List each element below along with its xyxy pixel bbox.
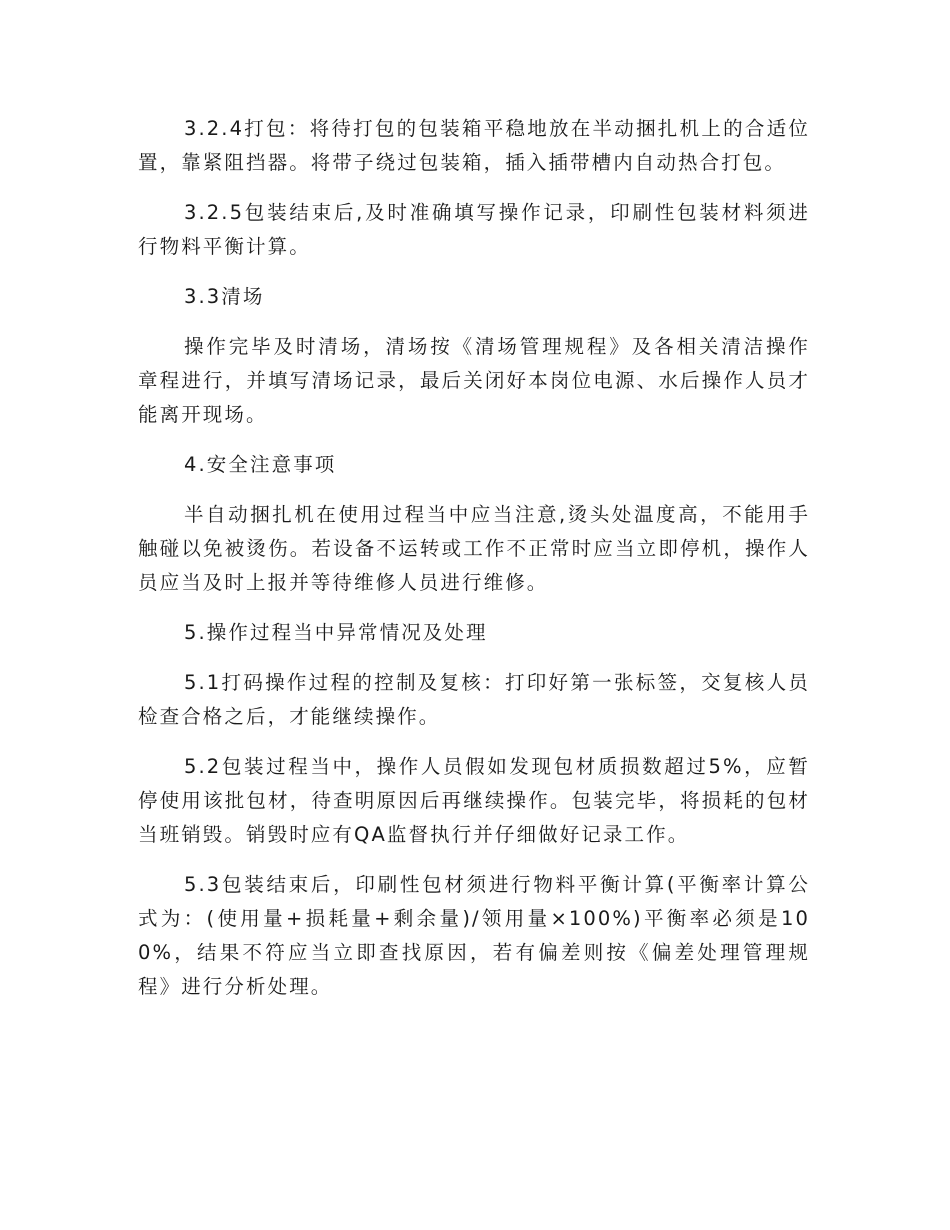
paragraph-3-2-5: 3.2.5包装结束后,及时准确填写操作记录，印刷性包装材料须进行物料平衡计算。 xyxy=(138,201,810,258)
paragraph-cleanup: 操作完毕及时清场，清场按《清场管理规程》及各相关清洁操作章程进行，并填写清场记录，最后关闭好本岗位电源、水后操作人员才能离开现场。 xyxy=(138,335,810,426)
paragraph-safety: 半自动捆扎机在使用过程当中应当注意,烫头处温度高，不能用手触碰以免被烫伤。若设备不运转或工作不正常时应当立即停机，操作人员应当及时上报并等待维修人员进行维修。 xyxy=(138,503,810,594)
paragraph-3-2-4: 3.2.4打包：将待打包的包装箱平稳地放在半动捆扎机上的合适位置，靠紧阻挡器。将带子绕过包装箱，插入插带槽内自动热合打包。 xyxy=(138,117,810,174)
document-body xyxy=(138,112,810,1020)
heading-4: 4.安全注意事项 xyxy=(184,453,337,476)
paragraph-5-1: 5.1打码操作过程的控制及复核：打印好第一张标签，交复核人员检查合格之后，才能继续操作。 xyxy=(138,671,810,728)
heading-5: 5.操作过程当中异常情况及处理 xyxy=(184,621,488,644)
paragraph-5-3: 5.3包装结束后，印刷性包材须进行物料平衡计算(平衡率计算公式为：(使用量+损耗量+剩余量)/领用量×100%)平衡率必须是100%，结果不符应当立即查找原因，若有偏差则按《偏差处理管理规程》进行分析处理。 xyxy=(138,873,810,998)
paragraph-5-2: 5.2包装过程当中，操作人员假如发现包材质损数超过5%，应暂停使用该批包材，待查明原因后再继续操作。包装完毕，将损耗的包材当班销毁。销毁时应有QA监督执行并仔细做好记录工作。 xyxy=(138,755,810,846)
heading-3-3: 3.3清场 xyxy=(184,285,265,308)
